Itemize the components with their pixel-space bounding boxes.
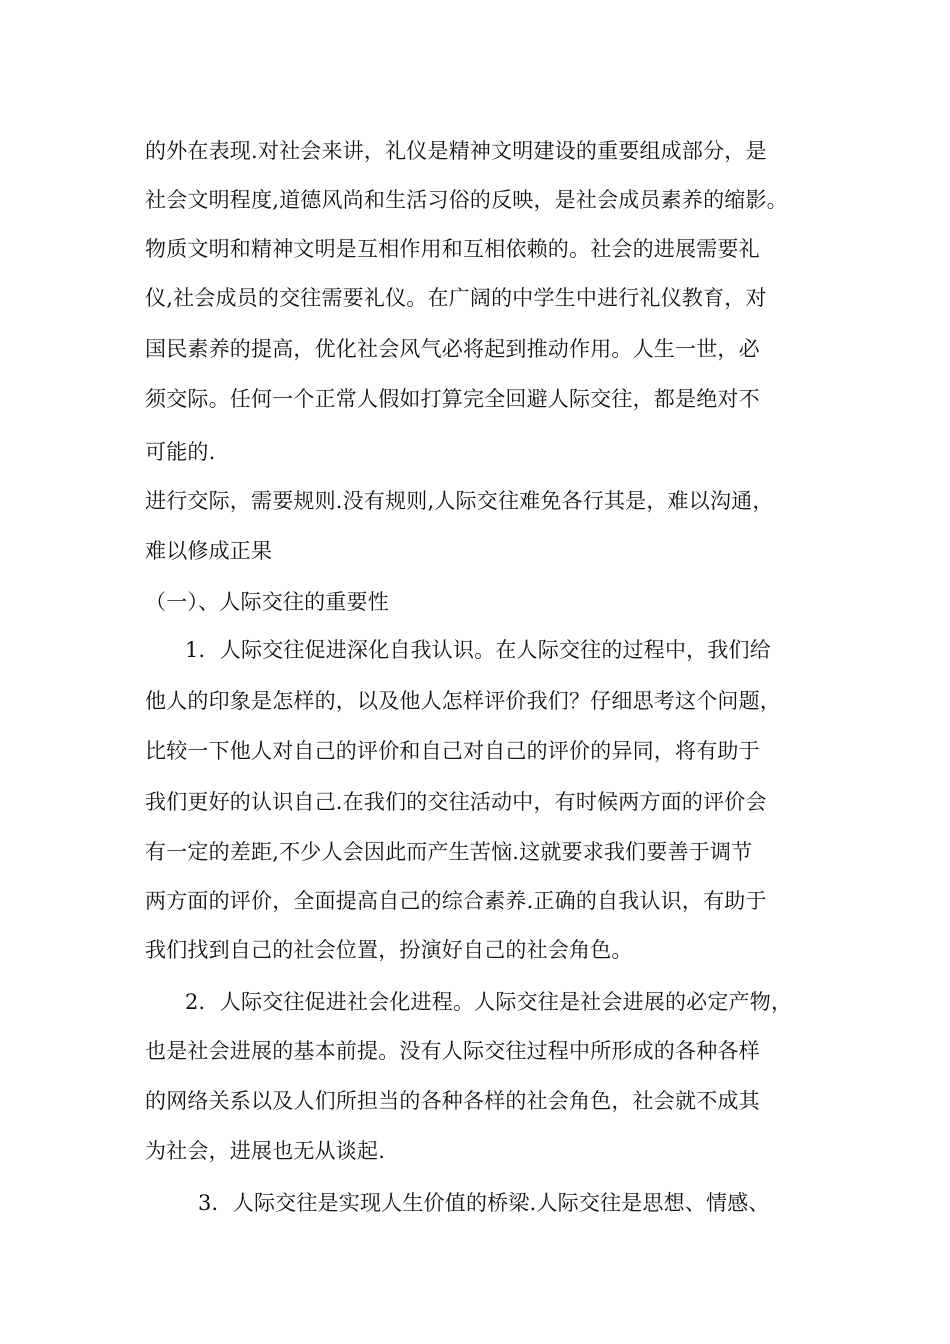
section-heading: （一）、人际交往的重要性 [145, 590, 389, 614]
text-line: 国民素养的提高，优化社会风气必将起到推动作用。人生一世，必 [145, 337, 760, 361]
text-line: 进行交际，需要规则.没有规则,人际交往难免各行其是，难以沟通， [145, 489, 774, 513]
text-line: 须交际。任何一个正常人假如打算完全回避人际交往，都是绝对不 [145, 387, 760, 411]
text-line: 1．人际交往促进深化自我认识。在人际交往的过程中，我们给 [185, 638, 771, 662]
text-line: 有一定的差距,不少人会因此而产生苦恼.这就要求我们要善于调节 [145, 840, 753, 864]
text-line: 两方面的评价，全面提高自己的综合素养.正确的自我认识，有助于 [145, 889, 767, 913]
text-line: 社会文明程度,道德风尚和生活习俗的反映，是社会成员素养的缩影。 [145, 188, 788, 212]
text-line: 他人的印象是怎样的，以及他人怎样评价我们？仔细思考这个问题， [145, 689, 781, 713]
text-line: 比较一下他人对自己的评价和自己对自己的评价的异同，将有助于 [145, 739, 760, 763]
text-line: 可能的. [145, 440, 216, 464]
text-line: 的网络关系以及人们所担当的各种各样的社会角色，社会就不成其 [145, 1089, 760, 1113]
text-line: 我们找到自己的社会位置，扮演好自己的社会角色。 [145, 938, 633, 962]
text-line: 物质文明和精神文明是互相作用和互相依赖的。社会的进展需要礼 [145, 237, 760, 261]
text-line: 也是社会进展的基本前提。没有人际交往过程中所形成的各种各样 [145, 1039, 760, 1063]
text-line: 的外在表现.对社会来讲，礼仪是精神文明建设的重要组成部分，是 [145, 139, 767, 163]
text-line: 2．人际交往促进社会化进程。人际交往是社会进展的必定产物， [185, 990, 793, 1014]
text-line: 难以修成正果 [145, 539, 273, 563]
text-line: 3．人际交往是实现人生价值的桥梁.人际交往是思想、情感、 [198, 1191, 770, 1215]
text-line: 我们更好的认识自己.在我们的交往活动中，有时候两方面的评价会 [145, 790, 767, 814]
text-line: 为社会，进展也无从谈起. [145, 1139, 386, 1163]
text-line: 仪,社会成员的交往需要礼仪。在广阔的中学生中进行礼仪教育，对 [145, 286, 767, 310]
